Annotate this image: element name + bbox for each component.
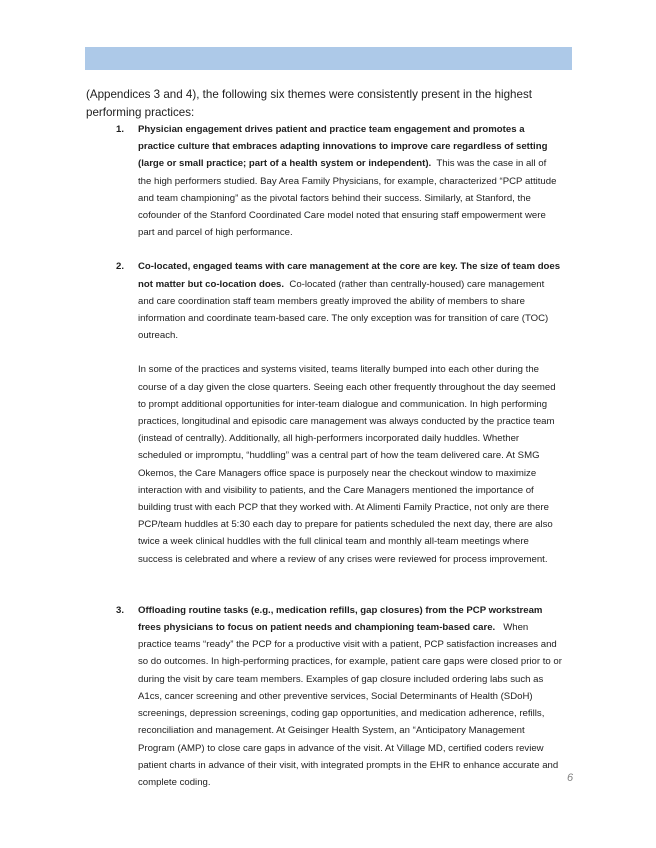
theme-body: Co-located (rather than centrally-housed) care management and care coordination staff team members greatly improved the ability of members to share information and coordinate team-based care. The only exception was for transition of care (TOC) outreach.: [138, 278, 549, 342]
header-bar: [85, 47, 572, 70]
theme-number: 3.: [116, 604, 125, 616]
themes-list: [116, 121, 562, 791]
theme-paragraph: In some of the practices and systems visited, teams literally bumped into each other during the course of a day given the close quarters. Seeing each other frequently throughout the day seemed to prompt additional opportunities for inter-team dialogue and communication. In high performing practices, longitudinal and episodic care management was always conducted by the practice team (instead of centrally). Additionally, all high-performers incorporated daily huddles. Whether scheduled or impromptu, “huddling” was a central part of how the team delivered care. At SMG Okemos, the Care Managers office space is purposely near the checkout window to maximize interaction with and visibility to patients, and the Care Managers mentioned the importance of building trust with each PCP that they worked with. At Alimenti Family Practice, not only are there PCP/team huddles at 5:30 each day to prepare for patients scheduled the next day, there are also twice a week clinical huddles with the full clinical team and monthly all-team meetings where success is celebrated and where a review of any crises were reviewed for process improvement.: [138, 364, 556, 565]
theme-lead: Physician engagement drives patient and practice team engagement and promotes a practice culture that embraces adapting innovations to improve care regardless of setting (large or small practice; part of a health system or independent).: [138, 124, 548, 170]
theme-item-1: [116, 121, 562, 241]
theme-body: When practice teams “ready” the PCP for a productive visit with a patient, PCP satisfaction increases and so do outcomes. In high-performing practices, for example, patient care gaps were closed prior to or during the visit by care team members. Examples of gap closure included ordering labs such as A1cs, cancer screening and other preventive services, Social Determinants of Health (SDoH) screenings, depression screenings, coding gap opportunities, and medication adherence, refills, reconciliation and management. At Geisinger Health System, an “Anticipatory Management Program (AMP) to close care gaps in advance of the visit. At Village MD, certified coders review patient charts in advance of their visit, with integrated prompts in the EHR to enhance accurate and complete coding.: [138, 622, 562, 788]
theme-item-2: [116, 258, 562, 567]
theme-item-3: [116, 602, 562, 791]
theme-body: This was the case in all of the high performers studied. Bay Area Family Physicians, for example, characterized “PCP attitude and team championing” as the pivotal factors behind their success. Similarly, at Stanford, the cofounder of the Stanford Coordinated Care model noted that ensuring staff empowerment were part and parcel of high performance.: [138, 158, 557, 239]
theme-number: 2.: [116, 261, 125, 273]
theme-lead: Offloading routine tasks (e.g., medication refills, gap closures) from the PCP workstream frees physicians to focus on patient needs and championing team-based care.: [138, 604, 543, 634]
page-number: 6: [567, 772, 574, 784]
theme-lead: Co-located, engaged teams with care management at the core are key. The size of team does not matter but co-location does.: [138, 261, 561, 290]
intro-paragraph: (Appendices 3 and 4), the following six themes were consistently present in the highest performing practices:: [86, 88, 532, 119]
theme-number: 1.: [116, 124, 125, 135]
